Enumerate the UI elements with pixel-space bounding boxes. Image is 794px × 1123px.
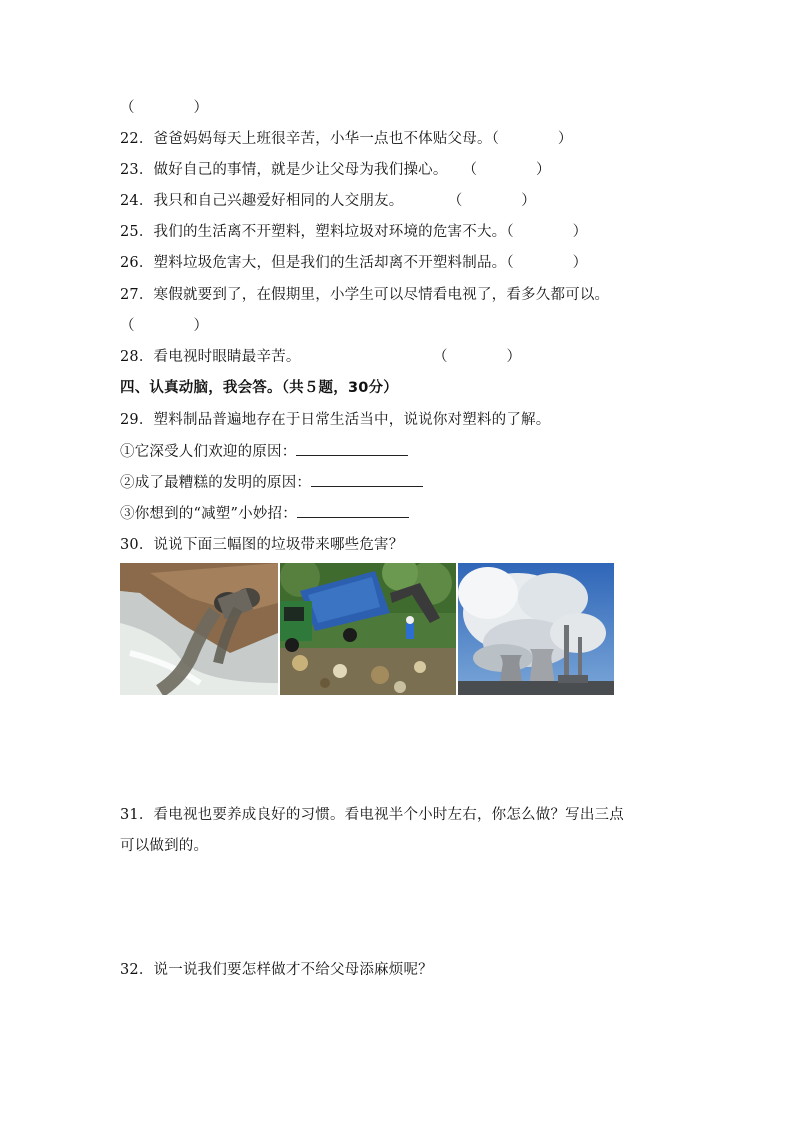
answer-paren-q21: （ ）: [120, 100, 209, 116]
question-25: 25．我们的生活离不开塑料，塑料垃圾对环境的危害不大。（ ）: [120, 224, 588, 240]
question-22: 22．爸爸妈妈每天上班很辛苦，小华一点也不体贴父母。（ ）: [120, 131, 573, 147]
question-23: 23．做好自己的事情，就是少让父母为我们操心。 （ ）: [120, 162, 551, 178]
question-30: 30．说说下面三幅图的垃圾带来哪些危害？: [120, 537, 404, 553]
question-32: 32．说一说我们要怎样做才不给父母添麻烦呢？: [120, 962, 433, 978]
question-31: 31．看电视也要养成良好的习惯。看电视半个小时左右，你怎么做？写出三点: [120, 807, 624, 823]
question-31-cont: 可以做到的。: [120, 838, 209, 854]
question-29-part-3: [120, 502, 409, 523]
sewage-pipe-photo: [120, 563, 278, 695]
question-28: 28．看电视时眼睛最辛苦。 （ ）: [120, 349, 522, 365]
answer-blank[interactable]: [311, 472, 423, 487]
answer-blank[interactable]: [296, 441, 408, 456]
photo-strip: [120, 563, 614, 695]
question-26: 26．塑料垃圾危害大，但是我们的生活却离不开塑料制品。（ ）: [120, 255, 588, 271]
question-29-part-1-label: ①它深受人们欢迎的原因：: [120, 444, 297, 460]
question-27: 27．寒假就要到了，在假期里，小学生可以尽情看电视了，看多久都可以。: [120, 287, 610, 303]
question-29: 29．塑料制品普遍地存在于日常生活当中，说说你对塑料的了解。: [120, 412, 551, 428]
section-heading-4: 四、认真动脑，我会答。（共５题，30分）: [120, 380, 398, 396]
question-24: 24．我只和自己兴趣爱好相同的人交朋友。 （ ）: [120, 193, 536, 209]
question-29-part-3-label: ③你想到的“减塑”小妙招：: [120, 506, 297, 522]
question-29-part-1: [120, 440, 408, 461]
power-plant-smoke-photo: [458, 563, 614, 695]
question-29-part-2: [120, 471, 423, 492]
question-29-part-2-label: ②成了最糟糕的发明的原因：: [120, 475, 312, 491]
answer-paren-q27: （ ）: [120, 318, 209, 334]
answer-blank[interactable]: [297, 503, 409, 518]
garbage-truck-landfill-photo: [280, 563, 456, 695]
